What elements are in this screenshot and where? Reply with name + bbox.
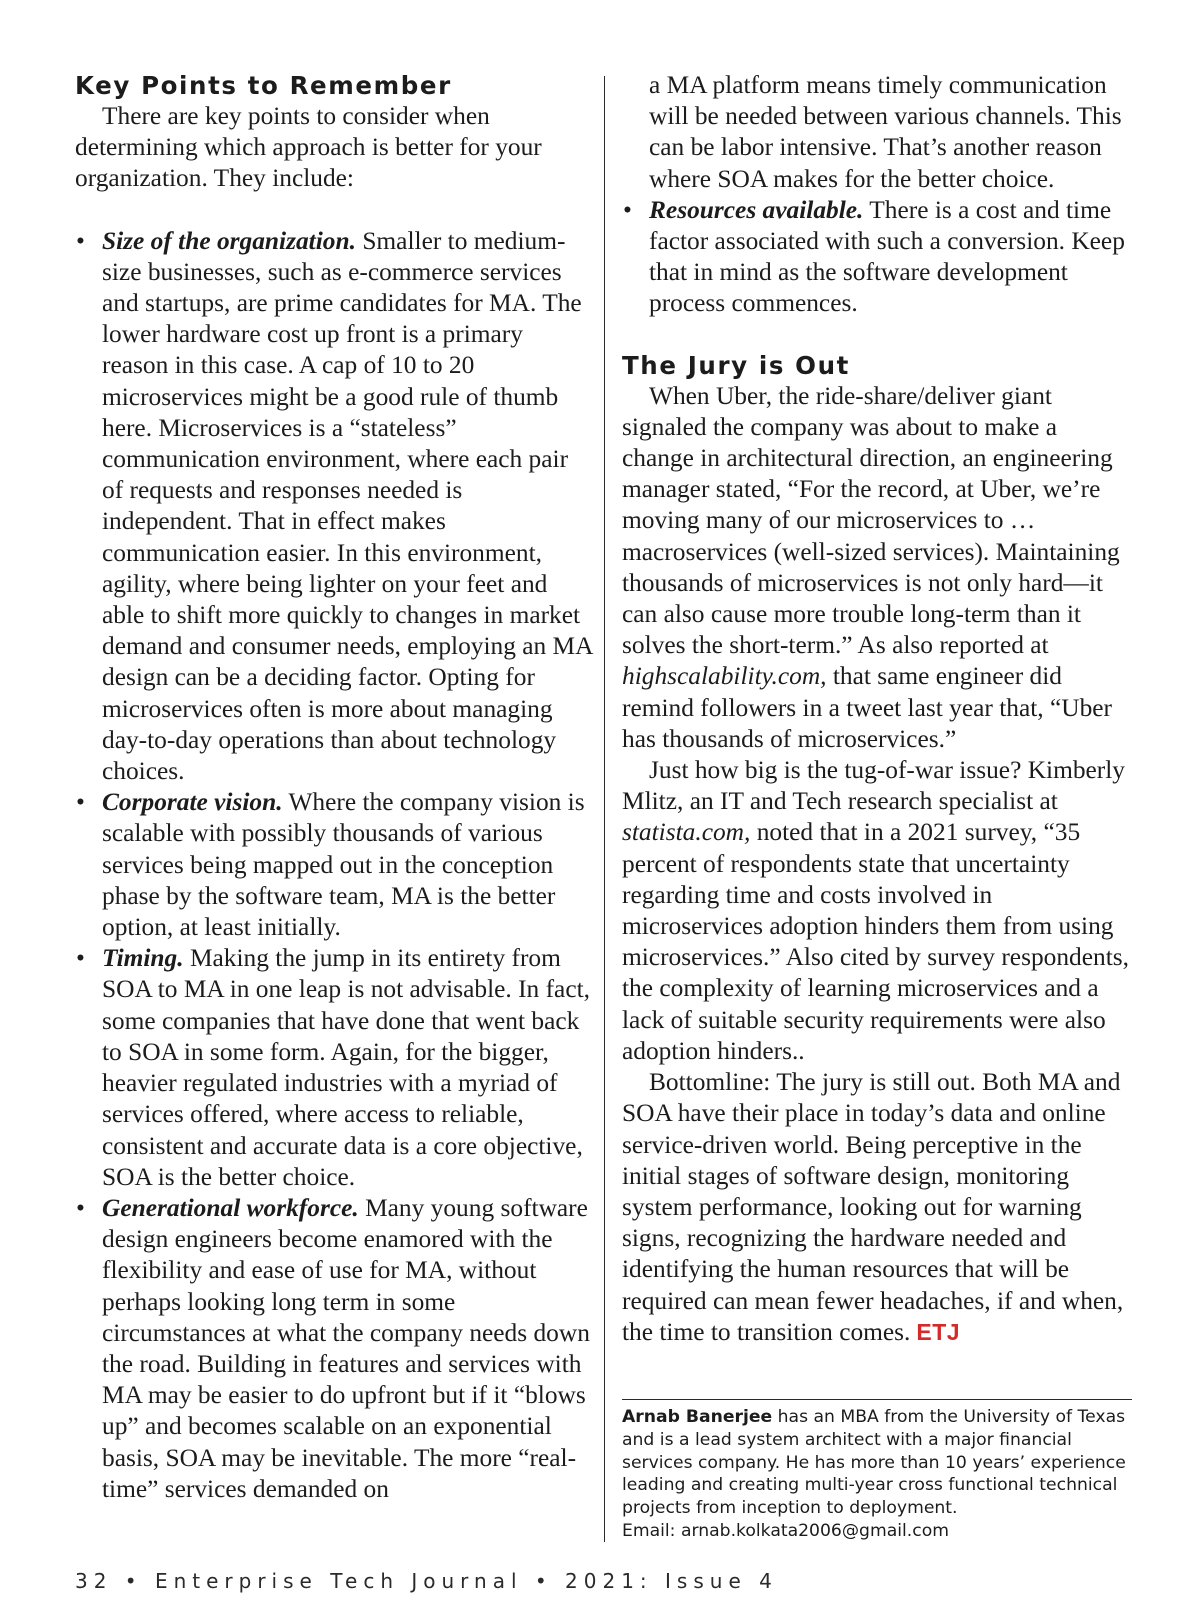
bullet-text: Many young software design engineers become enamored with the flexibility and ease of use for MA, without perhaps looking long term in some circumstances at what the company needs down the road. Building in features and services with MA may be easier to do upfront but if it “blows up” and becomes scalable on an exponential basis, SOA may be inevitable. The more “real-time” services demanded on — [102, 1193, 590, 1503]
bullet-text: Making the jump in its entirety from SOA to MA in one leap is not advisable. In fact, some companies that have done that went back to SOA in some form. Again, for the bigger, heavier regulated industries with a myriad of services offered, where access to reliable, consistent and accurate data is a core objective, SOA is the better choice. — [102, 944, 590, 1191]
bullet-text: Where the company vision is scalable with possibly thousands of various services being mapped out in the conception phase by the software team, MA is the better option, at least initially. — [102, 788, 585, 942]
continued-list — [622, 70, 1134, 320]
right-column — [622, 70, 1134, 1348]
author-email: Email: arnab.kolkata2006@gmail.com — [622, 1520, 949, 1541]
paragraph-bottomline — [622, 1067, 1134, 1348]
paragraph-text: Bottomline: The jury is still out. Both MA and SOA have their place in today’s data and online service-driven world. Being perceptive in the initial stages of software design, monitoring system performance, looking out for warning signs, recognizing the hardware needed and identifying the human resources that will be required can mean fewer headaches, if and when, the time to transition comes. — [622, 1068, 1124, 1346]
site-reference: statista.com, — [622, 818, 751, 847]
paragraph-survey — [622, 755, 1134, 1067]
list-item — [622, 195, 1134, 320]
list-item — [75, 943, 595, 1193]
bullet-icon: • — [76, 944, 85, 973]
bullet-icon: • — [623, 195, 632, 224]
bullet-title: Size of the organization. — [102, 226, 356, 255]
site-reference: highscalability.com, — [622, 662, 827, 691]
paragraph-text: that same engineer did remind followers in a tweet last year that, “Uber has thousands of microservices.” — [622, 662, 1112, 753]
author-name: Arnab Banerjee — [622, 1407, 773, 1427]
page-footer: 32 • Enterprise Tech Journal • 2021: Issue 4 — [75, 1569, 778, 1593]
key-points-list — [75, 226, 595, 1505]
list-item — [75, 787, 595, 943]
bio-text: has an MBA from the University of Texas and is a lead system architect with a major financial services company. He has more than 10 years’ experience leading and creating multi-year cross functional technical projects from inception to deployment. — [622, 1407, 1126, 1519]
end-mark: ETJ — [916, 1318, 961, 1345]
continued-text: a MA platform means timely communication will be needed between various channels. This can be labor intensive. That’s another reason where SOA makes for the better choice. — [649, 71, 1122, 193]
jury-heading: The Jury is Out — [622, 350, 850, 380]
bullet-text: There is a cost and time factor associated with such a conversion. Keep that in mind as the software development process commences. — [649, 195, 1125, 318]
paragraph-text: When Uber, the ride-share/deliver giant signaled the company was about to make a change in architectural direction, an engineering manager stated, “For the record, at Uber, we’re moving many of our microservices to … macroservices (well-sized services). Maintaining thousands of microservices is not only hard—it can also cause more trouble long-term than it solves the short-term.” As also reported at — [622, 381, 1120, 660]
left-column — [75, 70, 595, 1505]
paragraph-uber — [622, 381, 1134, 755]
bullet-title: Resources available. — [649, 195, 864, 224]
list-item — [75, 226, 595, 788]
list-item-continued — [622, 70, 1134, 195]
bullet-title: Timing. — [102, 944, 184, 973]
author-bio — [622, 1399, 1132, 1543]
bullet-text: Smaller to medium-size businesses, such as e-commerce services and startups, are prime candidates for MA. The lower hardware cost up front is a primary reason in this case. A cap of 10 to 20 microservices might be a good rule of thumb here. Microservices is a “stateless” communication environment, where each pair of requests and responses needed is independent. That in effect makes communication easier. In this environment, agility, where being lighter on your feet and able to shift more quickly to changes in market demand and consumer needs, employing an MA design can be a deciding factor. Opting for microservices often is more about managing day-to-day operations than about technology choices. — [102, 226, 593, 786]
bullet-title: Corporate vision. — [102, 788, 283, 817]
bullet-title: Generational workforce. — [102, 1193, 359, 1222]
paragraph-text: noted that in a 2021 survey, “35 percent of respondents state that uncertainty regarding time and costs involved in microservices adoption hinders them from using microservices.” Also cited by survey respondents, the complexity of learning microservices and a lack of suitable security requirements were also adoption hinders.. — [622, 818, 1129, 1065]
bullet-icon: • — [76, 226, 85, 255]
bullet-icon: • — [76, 1193, 85, 1222]
intro-paragraph: There are key points to consider when determining which approach is better for your organization. They include: — [75, 102, 542, 193]
key-points-heading: Key Points to Remember — [75, 71, 452, 100]
list-item — [75, 1193, 595, 1505]
column-divider — [604, 76, 605, 1542]
bullet-icon: • — [76, 788, 85, 817]
paragraph-text: Just how big is the tug-of-war issue? Kimberly Mlitz, an IT and Tech research specialist at — [622, 756, 1125, 816]
